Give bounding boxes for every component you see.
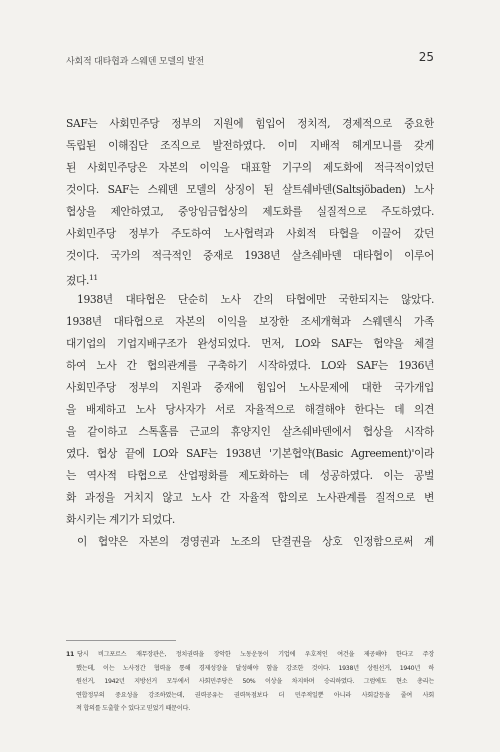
- body-line: 된 사회민주당은 자본의 이익을 대표할 기구의 제도화에 적극적이었던: [66, 161, 434, 174]
- footnote-divider: [66, 640, 176, 641]
- footnote-line: 연합정부의 중요성을 강조하였는데, 권력공유는 권력독점보다 더 민주적일뿐 아니라 사회갈등을 줄여 사회: [76, 691, 434, 699]
- page-number: 25: [418, 50, 434, 64]
- body-line: 1938년 대타협으로 자본의 이익을 보장한 조세개혁과 스웨덴식 가족: [66, 315, 434, 328]
- footnote-line: 당시 비그포르스 재무장관은, 정치권력을 장악한 노동운동이 기업에 우호적인 여건을 제공해야 한다고 주장: [77, 651, 434, 658]
- body-line: 사회민주당 정부가 주도하여 노사협력과 사회적 타협을 이끌어 갔던: [66, 227, 434, 240]
- running-title: 사회적 대타협과 스웨덴 모델의 발전: [66, 57, 205, 67]
- body-line: 하여 노사 간 협의관계를 구축하기 시작하였다. LO와 SAF는 1936년: [66, 359, 434, 372]
- body-line: 화 과정을 거치지 않고 노사 간 자율적 합의로 노사관계를 질적으로 변: [66, 491, 434, 504]
- body-line: 화시키는 계기가 되었다.: [66, 513, 175, 526]
- footnote-line-first: [66, 648, 434, 662]
- body-line: 1938년 대타협은 단순히 노사 간의 타협에만 국한되지는 않았다.: [77, 293, 434, 306]
- body-line: 였다. 협상 끝에 LO와 SAF는 1938년 '기본협약(Basic Agreement)'이라: [66, 447, 434, 460]
- body-line: 을 배제하고 노사 당사자가 서로 자율적으로 해결해야 한다는 데 의견: [66, 403, 434, 416]
- body-line: 을 같이하고 스톡홀름 근교의 휴양지인 살츠쉐바덴에서 협상을 시작하: [66, 425, 434, 438]
- page-header: [66, 50, 434, 70]
- body-line: 사회민주당 정부의 지원과 중재에 힘입어 노사문제에 대한 국가개입: [66, 381, 434, 394]
- body-line: 것이다. 국가의 적극적인 중재로 1938년 살츠쉐바덴 대타협이 이루어: [66, 249, 434, 262]
- footnote: [66, 648, 434, 716]
- body-line-last: [66, 267, 434, 289]
- body-line: 졌다.: [66, 274, 89, 287]
- body-line: 협상을 제안하였고, 중앙임금협상의 제도화를 실질적으로 주도하였다.: [66, 205, 434, 218]
- footnote-reference: 11: [89, 273, 98, 282]
- body-line: 는 역사적 타협으로 산업평화를 제도화하는 데 성공하였다. 이는 공벌: [66, 469, 434, 482]
- body-line: SAF는 사회민주당 정부의 지원에 힘입어 정치적, 경제적으로 중요한: [66, 117, 434, 130]
- footnote-line: 했는데, 이는 노사정간 협력을 통해 경제성장을 달성해야 함을 강조한 것이다. 1938년 상원선거, 1940년 하: [76, 664, 434, 672]
- body-line: 이 협약은 자본의 경영권과 노조의 단결권을 상호 인정함으로써 계: [77, 535, 434, 548]
- body-text: [66, 113, 434, 553]
- body-line: 독립된 이해집단 조직으로 발전하였다. 이미 지배적 헤게모니를 갖게: [66, 139, 434, 152]
- footnote-number: 11: [66, 651, 75, 658]
- body-line: 대기업의 기업지배구조가 완성되었다. 먼저, LO와 SAF는 협약을 체결: [66, 337, 434, 350]
- footnote-line: 원선거, 1942년 지방선거 모두에서 사회민주당은 50% 이상을 차지하며 승리하였다. 그럼에도 현소 총리는: [76, 678, 434, 686]
- footnote-line: 적 합의를 도출할 수 있다고 믿었기 때문이다.: [76, 705, 190, 713]
- body-line: 것이다. SAF는 스웨덴 모델의 상징이 된 살트쉐바덴(Saltsjöbaden) 노사: [66, 183, 434, 196]
